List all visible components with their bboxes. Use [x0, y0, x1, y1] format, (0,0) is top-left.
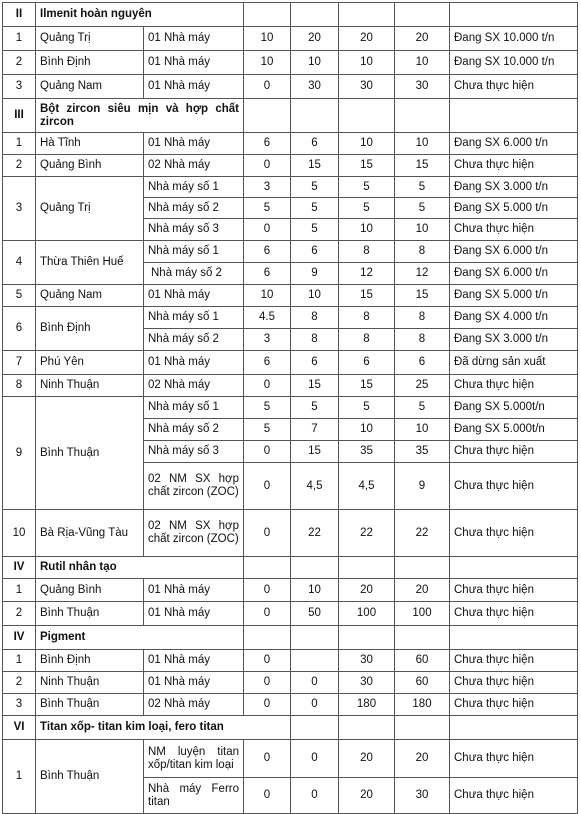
table-row	[3, 397, 578, 419]
plant-cell: 01 Nhà máy	[144, 285, 244, 307]
value-cell-4: 10	[395, 51, 450, 75]
value-cell-2: 7	[291, 419, 339, 441]
table-row	[3, 155, 578, 177]
table-row	[3, 241, 578, 263]
table-row	[3, 602, 578, 626]
location-cell: Bà Rịa-Vũng Tàu	[36, 510, 144, 557]
empty-cell	[450, 716, 578, 740]
plant-cell: 01 Nhà máy	[144, 351, 244, 375]
table-row	[3, 307, 578, 329]
plant-cell: Nhà máy số 2	[144, 419, 244, 441]
plant-cell: Nhà máy số 1	[144, 397, 244, 419]
value-cell-3: 5	[339, 177, 395, 198]
value-cell-2: 10	[291, 579, 339, 602]
location-cell: Quảng Bình	[36, 579, 144, 602]
empty-cell	[291, 626, 339, 650]
status-cell: Đang SX 5.000t/n	[450, 419, 578, 441]
empty-cell	[450, 626, 578, 650]
row-number: 3	[3, 75, 36, 99]
empty-cell	[291, 99, 339, 133]
table-row	[3, 51, 578, 75]
empty-cell	[395, 3, 450, 27]
value-cell-4: 9	[395, 463, 450, 510]
table-row	[3, 75, 578, 99]
value-cell-2: 5	[291, 198, 339, 219]
value-cell-3: 20	[339, 579, 395, 602]
section-title: Pigment	[36, 626, 244, 650]
location-cell: Quảng Trị	[36, 27, 144, 51]
value-cell-1: 0	[244, 602, 291, 626]
value-cell-4: 20	[395, 27, 450, 51]
status-cell: Chưa thực hiện	[450, 694, 578, 716]
table-row	[3, 740, 578, 778]
empty-cell	[291, 3, 339, 27]
location-cell: Bình Định	[36, 650, 144, 672]
table-row	[3, 351, 578, 375]
value-cell-4: 60	[395, 672, 450, 694]
section-title: Titan xốp- titan kim loại, fero titan	[36, 716, 291, 740]
plant-cell: Nhà máy số 2	[144, 198, 244, 219]
location-cell: Thừa Thiên Huế	[36, 241, 144, 285]
empty-cell	[450, 557, 578, 579]
value-cell-1: 0	[244, 155, 291, 177]
empty-cell	[291, 557, 339, 579]
row-number: 1	[3, 650, 36, 672]
plant-cell: 02 Nhà máy	[144, 694, 244, 716]
value-cell-3: 15	[339, 375, 395, 397]
section-number: II	[3, 3, 36, 27]
value-cell-4: 15	[395, 155, 450, 177]
empty-cell	[244, 99, 291, 133]
value-cell-2: 22	[291, 510, 339, 557]
plant-cell: 01 Nhà máy	[144, 51, 244, 75]
value-cell-3: 35	[339, 441, 395, 463]
section-title: Bột zircon siêu mịn và hợp chất zircon	[36, 99, 244, 133]
section-row	[3, 557, 578, 579]
row-number: 8	[3, 375, 36, 397]
status-cell: Chưa thực hiện	[450, 740, 578, 778]
empty-cell	[395, 716, 450, 740]
row-number: 3	[3, 694, 36, 716]
value-cell-2: 20	[291, 27, 339, 51]
value-cell-2: 6	[291, 351, 339, 375]
status-cell: Chưa thực hiện	[450, 219, 578, 241]
empty-cell	[339, 99, 395, 133]
value-cell-1: 0	[244, 75, 291, 99]
section-row	[3, 99, 578, 133]
empty-cell	[339, 557, 395, 579]
value-cell-2: 50	[291, 602, 339, 626]
value-cell-1: 0	[244, 375, 291, 397]
value-cell-4: 20	[395, 740, 450, 778]
value-cell-3: 30	[339, 672, 395, 694]
section-row	[3, 3, 578, 27]
value-cell-3: 100	[339, 602, 395, 626]
value-cell-1: 0	[244, 672, 291, 694]
value-cell-2: 8	[291, 307, 339, 329]
value-cell-1: 0	[244, 740, 291, 778]
value-cell-1: 10	[244, 285, 291, 307]
row-number: 1	[3, 133, 36, 155]
status-cell: Đang SX 5.000 t/n	[450, 198, 578, 219]
empty-cell	[450, 99, 578, 133]
value-cell-3: 20	[339, 778, 395, 814]
value-cell-1: 6	[244, 133, 291, 155]
value-cell-2: 5	[291, 219, 339, 241]
empty-cell	[395, 99, 450, 133]
row-number: 2	[3, 602, 36, 626]
value-cell-3: 20	[339, 740, 395, 778]
value-cell-1: 4.5	[244, 307, 291, 329]
row-number: 5	[3, 285, 36, 307]
status-cell: Chưa thực hiện	[450, 155, 578, 177]
value-cell-4: 5	[395, 198, 450, 219]
value-cell-2: 4,5	[291, 463, 339, 510]
status-cell: Đang SX 10.000 t/n	[450, 27, 578, 51]
table-row	[3, 510, 578, 557]
value-cell-2: 15	[291, 375, 339, 397]
value-cell-2: 0	[291, 672, 339, 694]
row-number: 2	[3, 672, 36, 694]
location-cell: Bình Thuận	[36, 602, 144, 626]
value-cell-1: 0	[244, 694, 291, 716]
plant-cell: NM luyện titan xốp/titan kim loại	[144, 740, 244, 778]
value-cell-3: 10	[339, 219, 395, 241]
value-cell-3: 30	[339, 75, 395, 99]
value-cell-4: 25	[395, 375, 450, 397]
value-cell-2: 6	[291, 133, 339, 155]
row-number: 1	[3, 740, 36, 814]
plant-cell: 02 NM SX hợp chất zircon (ZOC)	[144, 510, 244, 557]
location-cell: Hà Tĩnh	[36, 133, 144, 155]
plant-cell: 01 Nhà máy	[144, 602, 244, 626]
value-cell-1: 6	[244, 263, 291, 285]
plant-cell: Nhà máy số 3	[144, 219, 244, 241]
status-cell: Đang SX 4.000 t/n	[450, 307, 578, 329]
value-cell-4: 6	[395, 351, 450, 375]
value-cell-3: 30	[339, 650, 395, 672]
value-cell-1: 10	[244, 51, 291, 75]
empty-cell	[339, 626, 395, 650]
plant-cell: 01 Nhà máy	[144, 75, 244, 99]
status-cell: Chưa thực hiện	[450, 510, 578, 557]
value-cell-3: 8	[339, 241, 395, 263]
section-number: IV	[3, 557, 36, 579]
value-cell-1: 3	[244, 177, 291, 198]
plant-table	[2, 2, 578, 814]
value-cell-3: 10	[339, 133, 395, 155]
table-row	[3, 133, 578, 155]
value-cell-4: 22	[395, 510, 450, 557]
status-cell: Đang SX 3.000 t/n	[450, 329, 578, 351]
plant-cell: 02 Nhà máy	[144, 155, 244, 177]
empty-cell	[395, 626, 450, 650]
value-cell-3: 8	[339, 307, 395, 329]
empty-cell	[244, 557, 291, 579]
empty-cell	[450, 3, 578, 27]
plant-cell: 01 Nhà máy	[144, 672, 244, 694]
value-cell-4: 180	[395, 694, 450, 716]
status-cell: Đang SX 5.000t/n	[450, 397, 578, 419]
value-cell-4: 100	[395, 602, 450, 626]
location-cell: Ninh Thuận	[36, 672, 144, 694]
value-cell-4: 8	[395, 329, 450, 351]
plant-cell: Nhà máy số 2	[144, 329, 244, 351]
table-row	[3, 650, 578, 672]
status-cell: Đang SX 6.000 t/n	[450, 241, 578, 263]
status-cell: Chưa thực hiện	[450, 650, 578, 672]
status-cell: Đang SX 6.000 t/n	[450, 133, 578, 155]
value-cell-4: 5	[395, 397, 450, 419]
value-cell-3: 12	[339, 263, 395, 285]
section-number: III	[3, 99, 36, 133]
value-cell-2: 30	[291, 75, 339, 99]
status-cell: Chưa thực hiện	[450, 375, 578, 397]
value-cell-3: 5	[339, 397, 395, 419]
location-cell: Bình Thuận	[36, 397, 144, 510]
value-cell-4: 5	[395, 177, 450, 198]
table-row	[3, 375, 578, 397]
plant-cell: Nhà máy số 3	[144, 441, 244, 463]
plant-cell: Nhà máy số 1	[144, 177, 244, 198]
status-cell: Đang SX 6.000 t/n	[450, 263, 578, 285]
location-cell: Quảng Trị	[36, 177, 144, 241]
value-cell-4: 8	[395, 241, 450, 263]
status-cell: Chưa thực hiện	[450, 441, 578, 463]
value-cell-1: 0	[244, 463, 291, 510]
table-row	[3, 694, 578, 716]
value-cell-3: 180	[339, 694, 395, 716]
row-number: 2	[3, 155, 36, 177]
value-cell-4: 30	[395, 75, 450, 99]
status-cell: Đang SX 10.000 t/n	[450, 51, 578, 75]
value-cell-2: 0	[291, 740, 339, 778]
value-cell-2: 5	[291, 177, 339, 198]
value-cell-1: 0	[244, 441, 291, 463]
status-cell: Chưa thực hiện	[450, 75, 578, 99]
value-cell-1: 10	[244, 27, 291, 51]
status-cell: Chưa thực hiện	[450, 778, 578, 814]
value-cell-4: 10	[395, 219, 450, 241]
value-cell-1: 5	[244, 198, 291, 219]
empty-cell	[291, 716, 339, 740]
value-cell-3: 8	[339, 329, 395, 351]
value-cell-1: 6	[244, 241, 291, 263]
status-cell: Chưa thực hiện	[450, 579, 578, 602]
value-cell-2: 9	[291, 263, 339, 285]
value-cell-1: 5	[244, 397, 291, 419]
row-number: 1	[3, 579, 36, 602]
status-cell: Đang SX 3.000 t/n	[450, 177, 578, 198]
value-cell-4: 20	[395, 579, 450, 602]
section-row	[3, 716, 578, 740]
value-cell-4: 12	[395, 263, 450, 285]
value-cell-3: 10	[339, 419, 395, 441]
value-cell-4: 10	[395, 419, 450, 441]
status-cell: Chưa thực hiện	[450, 463, 578, 510]
status-cell: Chưa thực hiện	[450, 672, 578, 694]
value-cell-3: 22	[339, 510, 395, 557]
status-cell: Đang SX 5.000 t/n	[450, 285, 578, 307]
plant-cell: 02 Nhà máy	[144, 375, 244, 397]
value-cell-2: 15	[291, 155, 339, 177]
plant-cell: Nhà máy Ferro titan	[144, 778, 244, 814]
table-row	[3, 579, 578, 602]
location-cell: Bình Thuận	[36, 694, 144, 716]
value-cell-3: 15	[339, 285, 395, 307]
value-cell-2: 10	[291, 285, 339, 307]
table-row	[3, 27, 578, 51]
empty-cell	[244, 626, 291, 650]
value-cell-2: 6	[291, 241, 339, 263]
section-title: Rutil nhân tạo	[36, 557, 244, 579]
status-cell: Chưa thực hiện	[450, 602, 578, 626]
value-cell-4: 8	[395, 307, 450, 329]
table-row	[3, 672, 578, 694]
value-cell-2: 0	[291, 778, 339, 814]
row-number: 2	[3, 51, 36, 75]
value-cell-1: 6	[244, 351, 291, 375]
row-number: 6	[3, 307, 36, 351]
value-cell-1: 0	[244, 219, 291, 241]
value-cell-2: 8	[291, 329, 339, 351]
section-number: VI	[3, 716, 36, 740]
location-cell: Bình Thuận	[36, 740, 144, 814]
value-cell-2	[291, 650, 339, 672]
location-cell: Quảng Nam	[36, 75, 144, 99]
location-cell: Bình Định	[36, 51, 144, 75]
row-number: 3	[3, 177, 36, 241]
value-cell-1: 0	[244, 778, 291, 814]
value-cell-2: 15	[291, 441, 339, 463]
row-number: 9	[3, 397, 36, 510]
location-cell: Phú Yên	[36, 351, 144, 375]
plant-cell: 02 NM SX hợp chất zircon (ZOC)	[144, 463, 244, 510]
empty-cell	[339, 716, 395, 740]
empty-cell	[395, 557, 450, 579]
value-cell-1: 0	[244, 579, 291, 602]
value-cell-1: 3	[244, 329, 291, 351]
plant-cell: Nhà máy số 1	[144, 241, 244, 263]
location-cell: Bình Định	[36, 307, 144, 351]
location-cell: Ninh Thuận	[36, 375, 144, 397]
plant-cell: 01 Nhà máy	[144, 27, 244, 51]
value-cell-4: 10	[395, 133, 450, 155]
value-cell-3: 20	[339, 27, 395, 51]
plant-cell: Nhà máy số 1	[144, 307, 244, 329]
value-cell-3: 5	[339, 198, 395, 219]
empty-cell	[244, 3, 291, 27]
section-title: Ilmenit hoàn nguyên	[36, 3, 244, 27]
value-cell-1: 0	[244, 510, 291, 557]
value-cell-3: 15	[339, 155, 395, 177]
plant-cell: 01 Nhà máy	[144, 133, 244, 155]
value-cell-1: 0	[244, 650, 291, 672]
value-cell-3: 4,5	[339, 463, 395, 510]
plant-cell: 01 Nhà máy	[144, 579, 244, 602]
value-cell-4: 60	[395, 650, 450, 672]
row-number: 1	[3, 27, 36, 51]
value-cell-2: 5	[291, 397, 339, 419]
value-cell-3: 10	[339, 51, 395, 75]
value-cell-4: 30	[395, 778, 450, 814]
location-cell: Quảng Nam	[36, 285, 144, 307]
value-cell-4: 35	[395, 441, 450, 463]
value-cell-3: 6	[339, 351, 395, 375]
status-cell: Đã dừng sản xuất	[450, 351, 578, 375]
value-cell-1: 5	[244, 419, 291, 441]
value-cell-4: 15	[395, 285, 450, 307]
empty-cell	[339, 3, 395, 27]
row-number: 10	[3, 510, 36, 557]
plant-cell: 01 Nhà máy	[144, 650, 244, 672]
location-cell: Quảng Bình	[36, 155, 144, 177]
table-row	[3, 285, 578, 307]
value-cell-2: 10	[291, 51, 339, 75]
row-number: 7	[3, 351, 36, 375]
row-number: 4	[3, 241, 36, 285]
value-cell-2: 0	[291, 694, 339, 716]
section-number: IV	[3, 626, 36, 650]
section-row	[3, 626, 578, 650]
table-row	[3, 177, 578, 198]
plant-cell: Nhà máy số 2	[144, 263, 244, 285]
